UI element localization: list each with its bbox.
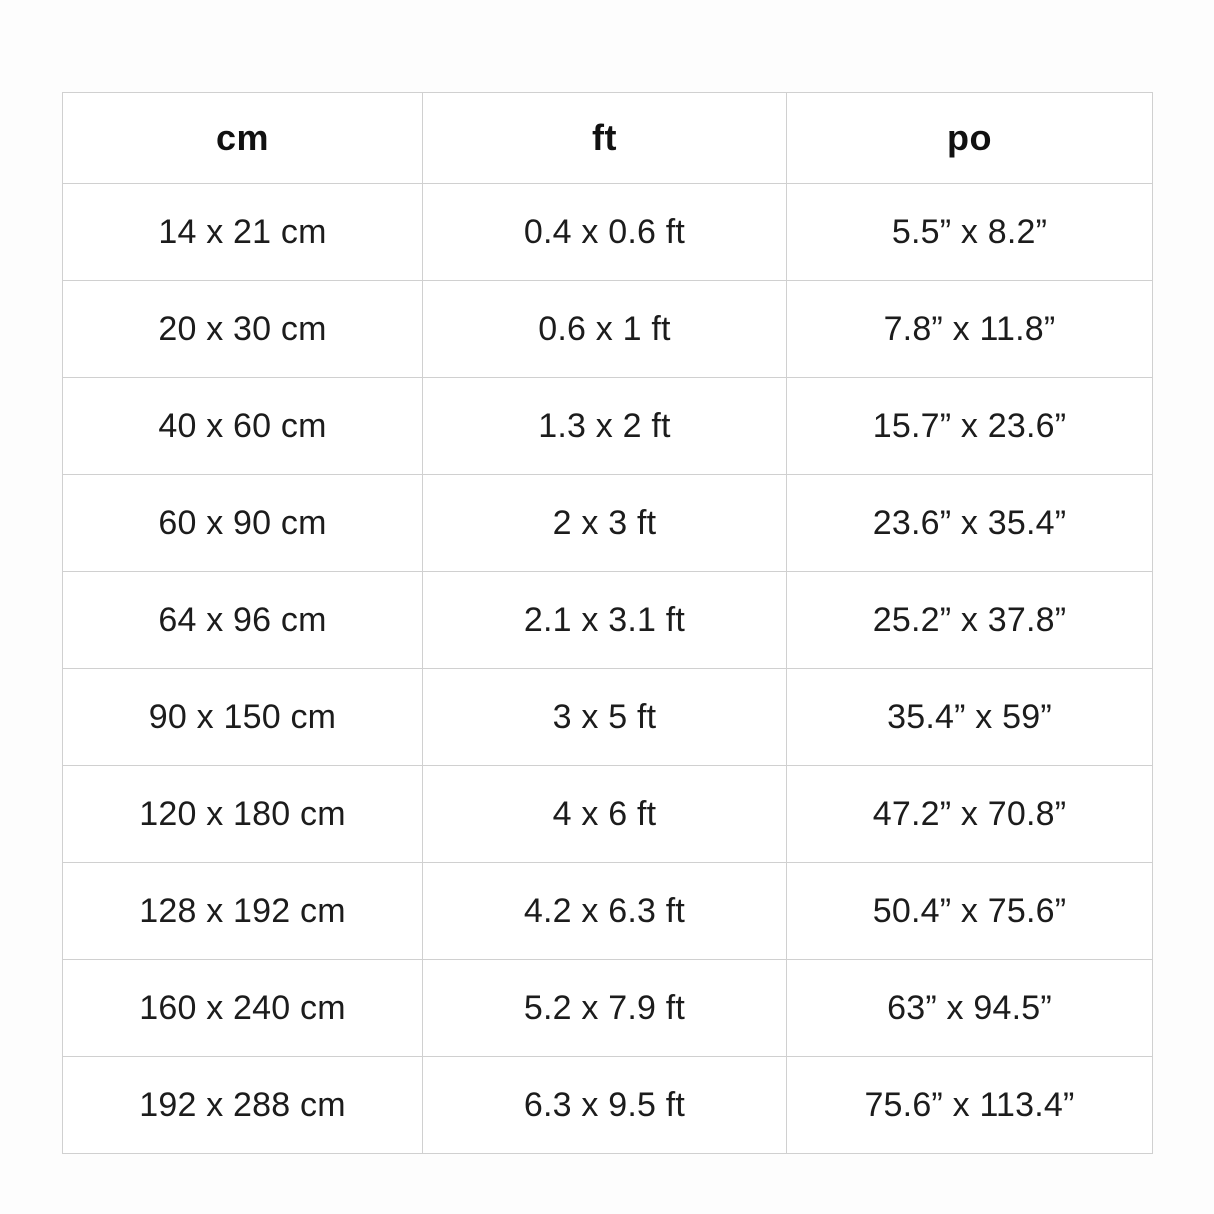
- table-row: [63, 669, 1153, 766]
- table-row: [63, 281, 1153, 378]
- size-conversion-table-container: [62, 92, 1152, 1154]
- table-header-row: [63, 93, 1153, 184]
- cell-ft: 0.6 x 1 ft: [423, 281, 787, 378]
- cell-ft: 2 x 3 ft: [423, 475, 787, 572]
- size-conversion-table: [62, 92, 1153, 1154]
- cell-cm: 60 x 90 cm: [63, 475, 423, 572]
- cell-ft: 4 x 6 ft: [423, 766, 787, 863]
- cell-cm: 64 x 96 cm: [63, 572, 423, 669]
- table-row: [63, 1057, 1153, 1154]
- column-header-cm: cm: [63, 93, 423, 184]
- table-row: [63, 184, 1153, 281]
- cell-po: 75.6” x 113.4”: [787, 1057, 1153, 1154]
- table-row: [63, 863, 1153, 960]
- cell-ft: 6.3 x 9.5 ft: [423, 1057, 787, 1154]
- table-header: [63, 93, 1153, 184]
- column-header-ft: ft: [423, 93, 787, 184]
- cell-po: 63” x 94.5”: [787, 960, 1153, 1057]
- cell-cm: 120 x 180 cm: [63, 766, 423, 863]
- cell-ft: 5.2 x 7.9 ft: [423, 960, 787, 1057]
- cell-po: 15.7” x 23.6”: [787, 378, 1153, 475]
- table-row: [63, 475, 1153, 572]
- cell-po: 7.8” x 11.8”: [787, 281, 1153, 378]
- table-body: [63, 184, 1153, 1154]
- cell-ft: 3 x 5 ft: [423, 669, 787, 766]
- cell-po: 5.5” x 8.2”: [787, 184, 1153, 281]
- cell-po: 23.6” x 35.4”: [787, 475, 1153, 572]
- cell-cm: 192 x 288 cm: [63, 1057, 423, 1154]
- cell-cm: 90 x 150 cm: [63, 669, 423, 766]
- cell-ft: 0.4 x 0.6 ft: [423, 184, 787, 281]
- cell-ft: 4.2 x 6.3 ft: [423, 863, 787, 960]
- table-row: [63, 766, 1153, 863]
- cell-cm: 20 x 30 cm: [63, 281, 423, 378]
- cell-cm: 40 x 60 cm: [63, 378, 423, 475]
- table-row: [63, 378, 1153, 475]
- cell-po: 25.2” x 37.8”: [787, 572, 1153, 669]
- table-row: [63, 572, 1153, 669]
- column-header-po: po: [787, 93, 1153, 184]
- cell-po: 50.4” x 75.6”: [787, 863, 1153, 960]
- table-row: [63, 960, 1153, 1057]
- cell-po: 47.2” x 70.8”: [787, 766, 1153, 863]
- cell-cm: 14 x 21 cm: [63, 184, 423, 281]
- cell-ft: 2.1 x 3.1 ft: [423, 572, 787, 669]
- cell-ft: 1.3 x 2 ft: [423, 378, 787, 475]
- cell-cm: 160 x 240 cm: [63, 960, 423, 1057]
- cell-cm: 128 x 192 cm: [63, 863, 423, 960]
- cell-po: 35.4” x 59”: [787, 669, 1153, 766]
